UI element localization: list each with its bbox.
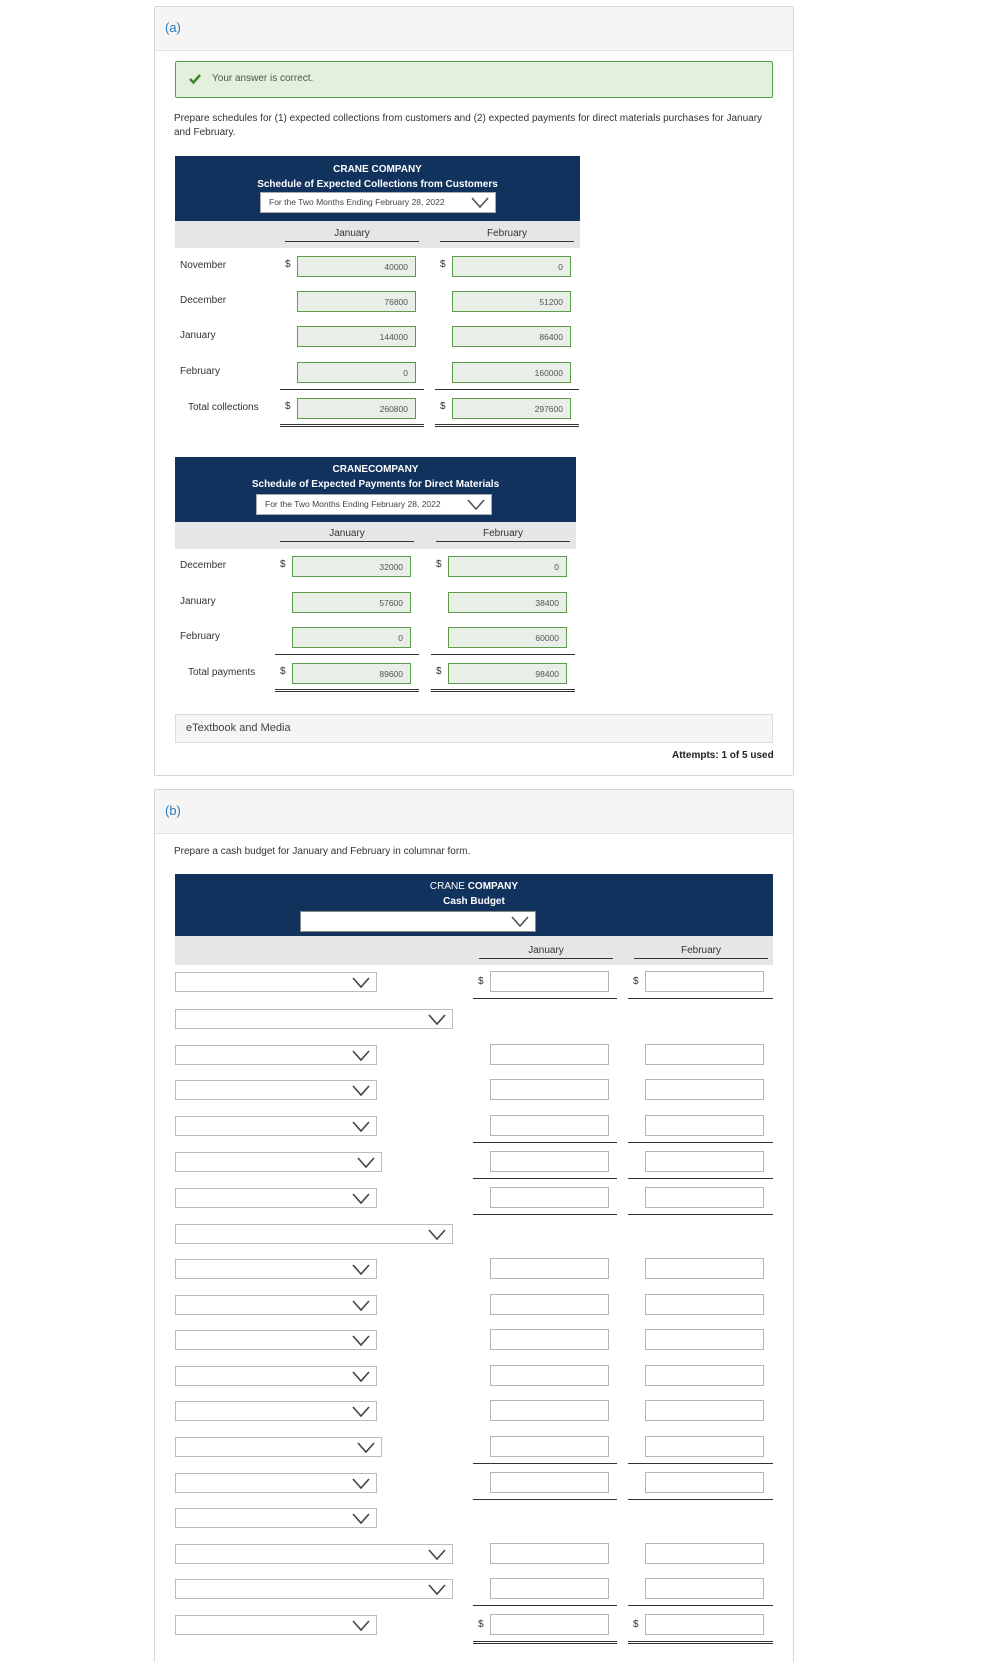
cash-budget-line-select[interactable] [175,1615,377,1635]
cash-budget-title: Cash Budget [443,896,505,907]
cash-budget-line-select[interactable] [175,1152,382,1172]
payments-col-february: February [436,528,570,542]
chevron-down-icon [471,197,489,209]
cash-budget-january-input[interactable] [490,971,609,992]
chevron-down-icon [357,1157,375,1169]
collections-company: CRANE COMPANY [333,164,422,175]
cash-budget-line-select[interactable] [175,1259,377,1279]
cash-budget-subtotal-line [628,1178,773,1179]
attempts-counter: Attempts: 1 of 5 used [672,750,774,761]
cash-budget-subtotal-line [628,1142,773,1143]
part-b-instructions: Prepare a cash budget for January and February in columnar form. [174,846,471,857]
cash-budget-february-input[interactable] [645,1329,764,1350]
chevron-down-icon [357,1442,375,1454]
collections-february-input[interactable]: 0 [452,256,571,277]
collections-total-january[interactable]: 260800 [297,398,416,419]
dollar-sign: $ [478,1619,484,1630]
cash-budget-subtotal-line [473,1178,617,1179]
cash-budget-subtotal-line [473,1499,617,1500]
correct-message: Your answer is correct. [212,73,314,84]
cash-budget-february-input[interactable] [645,1614,764,1635]
dollar-sign: $ [280,559,286,570]
collections-february-input[interactable]: 86400 [452,326,571,347]
cash-budget-february-input[interactable] [645,1294,764,1315]
collections-total-label: Total collections [188,402,259,413]
collections-subtotal-line [280,389,424,390]
chevron-down-icon [352,1300,370,1312]
cash-budget-subtotal-line [473,998,617,999]
payments-title: Schedule of Expected Payments for Direct Materials [251,479,500,490]
cash-budget-company-prefix: CRANE [429,881,468,892]
chevron-down-icon [352,1335,370,1347]
cash-budget-total-double-line [628,1641,773,1644]
cash-budget-february-input[interactable] [645,1151,764,1172]
dollar-sign: $ [436,559,442,570]
payments-february-input[interactable]: 38400 [448,592,567,613]
cash-budget-february-input[interactable] [645,1578,764,1599]
chevron-down-icon [352,1085,370,1097]
cash-budget-january-input[interactable] [490,1115,609,1136]
collections-period-select[interactable] [260,192,496,213]
chevron-down-icon [467,499,485,511]
payments-period-value: For the Two Months Ending February 28, 2022 [265,499,441,509]
dollar-sign: $ [478,976,484,987]
cash-budget-january-input[interactable] [490,1472,609,1493]
payments-row-label: December [180,560,227,571]
payments-february-input[interactable]: 60000 [448,627,567,648]
dollar-sign: $ [280,666,286,677]
collections-february-input[interactable]: 51200 [452,291,571,312]
collections-col-february: February [440,228,574,242]
cash-budget-line-select[interactable] [175,1009,453,1029]
cash-budget-january-input[interactable] [490,1400,609,1421]
collections-col-january: January [285,228,419,242]
cash-budget-col-january: January [479,945,613,959]
chevron-down-icon [428,1584,446,1596]
dollar-sign: $ [440,259,446,270]
collections-january-input[interactable]: 144000 [297,326,416,347]
cash-budget-subtotal-line [473,1463,617,1464]
cash-budget-col-february: February [634,945,768,959]
payments-subtotal-line [431,654,575,655]
collections-january-input[interactable]: 76800 [297,291,416,312]
cash-budget-february-input[interactable] [645,1115,764,1136]
part-a-instructions: Prepare schedules for (1) expected collections from customers and (2) expected payments for direct materials purchases for January and February. [174,113,763,138]
chevron-down-icon [511,916,529,928]
chevron-down-icon [428,1229,446,1241]
cash-budget-line-select[interactable] [175,1080,377,1100]
cash-budget-january-input[interactable] [490,1294,609,1315]
chevron-down-icon [352,1406,370,1418]
cash-budget-line-select[interactable] [175,1401,377,1421]
chevron-down-icon [352,1371,370,1383]
payments-total-label: Total payments [188,667,256,678]
cash-budget-period-select[interactable] [300,911,536,932]
part-a-header [155,7,793,51]
cash-budget-february-input[interactable] [645,1543,764,1564]
chevron-down-icon [428,1549,446,1561]
check-icon [188,72,202,86]
cash-budget-january-input[interactable] [490,1044,609,1065]
cash-budget-line-select[interactable] [175,1473,377,1493]
cash-budget-subtotal-line [628,1463,773,1464]
cash-budget-january-input[interactable] [490,1543,609,1564]
cash-budget-february-input[interactable] [645,1258,764,1279]
dollar-sign: $ [285,401,291,412]
collections-row-label: December [180,295,227,306]
cash-budget-february-input[interactable] [645,1365,764,1386]
cash-budget-january-input[interactable] [490,1187,609,1208]
dollar-sign: $ [285,259,291,270]
cash-budget-line-select[interactable] [175,1116,377,1136]
cash-budget-company [175,879,773,894]
cash-budget-subtotal-line [628,1605,773,1606]
payments-row-label: February [180,631,221,642]
cash-budget-january-input[interactable] [490,1436,609,1457]
chevron-down-icon [352,1620,370,1632]
collections-row-label: November [180,260,227,271]
cash-budget-january-input[interactable] [490,1578,609,1599]
chevron-down-icon [428,1014,446,1026]
payments-period-select[interactable] [256,494,492,515]
chevron-down-icon [352,1193,370,1205]
dollar-sign: $ [436,666,442,677]
chevron-down-icon [352,1050,370,1062]
payments-total-february[interactable]: 98400 [448,663,567,684]
cash-budget-january-input[interactable] [490,1151,609,1172]
payments-total-double-line [431,689,575,692]
cash-budget-line-select[interactable] [175,1330,377,1350]
chevron-down-icon [352,1478,370,1490]
part-b-header [155,790,793,834]
payments-total-january[interactable]: 89600 [292,663,411,684]
etextbook-media-link[interactable]: eTextbook and Media [175,714,773,743]
cash-budget-february-input[interactable] [645,971,764,992]
cash-budget-january-input[interactable] [490,1079,609,1100]
payments-company: CRANECOMPANY [332,464,419,475]
cash-budget-february-input[interactable] [645,1436,764,1457]
collections-total-double-line [280,424,424,427]
cash-budget-subtotal-line [628,1499,773,1500]
payments-subtotal-line [275,654,419,655]
cash-budget-february-input[interactable] [645,1187,764,1208]
cash-budget-total-double-line [473,1641,617,1644]
cash-budget-subtotal-line [628,1214,773,1215]
collections-period-value: For the Two Months Ending February 28, 2022 [269,197,445,207]
cash-budget-line-select[interactable] [175,1544,453,1564]
dollar-sign: $ [633,1619,639,1630]
cash-budget-february-input[interactable] [645,1472,764,1493]
payments-january-input[interactable]: 32000 [292,556,411,577]
cash-budget-subtotal-line [473,1142,617,1143]
cash-budget-line-select[interactable] [175,1366,377,1386]
payments-row-label: January [180,596,216,607]
collections-total-double-line [435,424,579,427]
cash-budget-january-input[interactable] [490,1258,609,1279]
dollar-sign: $ [633,976,639,987]
cash-budget-january-input[interactable] [490,1365,609,1386]
payments-total-double-line [275,689,419,692]
collections-subtotal-line [435,389,579,390]
collections-row-label: February [180,366,221,377]
cash-budget-february-input[interactable] [645,1400,764,1421]
chevron-down-icon [352,1121,370,1133]
cash-budget-line-select[interactable] [175,1579,453,1599]
cash-budget-subtotal-line [628,998,773,999]
payments-february-input[interactable]: 0 [448,556,567,577]
cash-budget-subtotal-line [473,1214,617,1215]
cash-budget-line-select[interactable] [175,1188,377,1208]
collections-january-input[interactable]: 40000 [297,256,416,277]
cash-budget-line-select[interactable] [175,1224,453,1244]
chevron-down-icon [352,977,370,989]
collections-february-input[interactable]: 160000 [452,362,571,383]
collections-row-label: January [180,330,216,341]
cash-budget-line-select[interactable] [175,1045,377,1065]
cash-budget-company-suffix: COMPANY [467,881,519,892]
payments-january-input[interactable]: 57600 [292,592,411,613]
payments-col-january: January [280,528,414,542]
payments-january-input[interactable]: 0 [292,627,411,648]
correct-banner [175,61,773,98]
cash-budget-line-select[interactable] [175,1508,377,1528]
collections-total-february[interactable]: 297600 [452,398,571,419]
dollar-sign: $ [440,401,446,412]
part-b-label: (b) [165,803,181,818]
cash-budget-line-select[interactable] [175,972,377,992]
part-a-label: (a) [165,20,181,35]
chevron-down-icon [352,1264,370,1276]
cash-budget-line-select[interactable] [175,1437,382,1457]
cash-budget-january-input[interactable] [490,1329,609,1350]
cash-budget-february-input[interactable] [645,1044,764,1065]
cash-budget-subtotal-line [473,1605,617,1606]
cash-budget-february-input[interactable] [645,1079,764,1100]
cash-budget-line-select[interactable] [175,1295,377,1315]
chevron-down-icon [352,1513,370,1525]
collections-title: Schedule of Expected Collections from Customers [257,179,498,190]
cash-budget-january-input[interactable] [490,1614,609,1635]
collections-january-input[interactable]: 0 [297,362,416,383]
